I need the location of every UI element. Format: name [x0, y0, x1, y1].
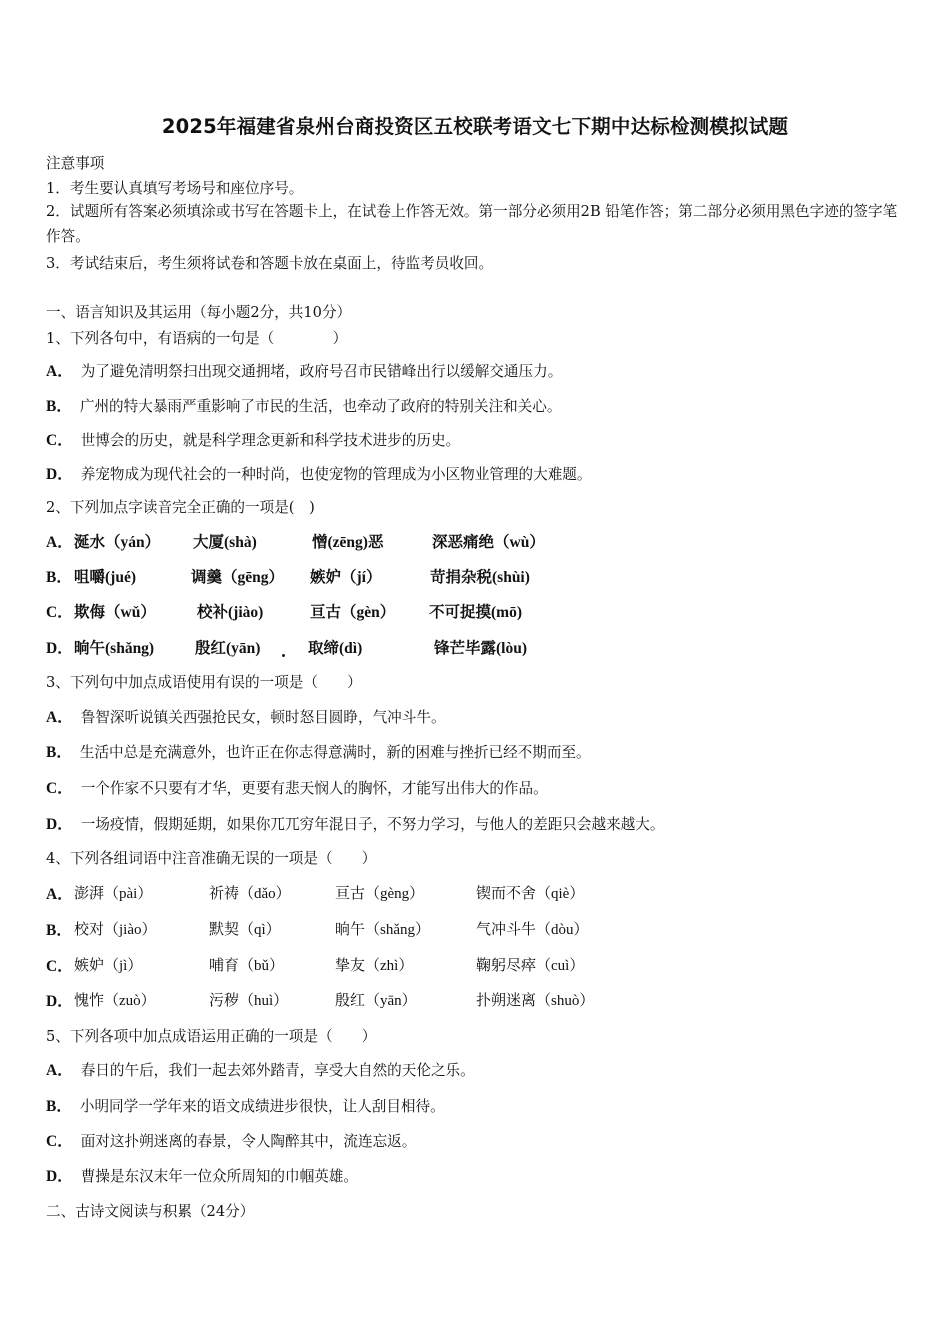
question-stem: 4、下列各组词语中注音准确无误的一项是（ ） [46, 850, 377, 867]
option-line [46, 428, 460, 450]
option-text: 一场疫情，假期延期，如果你兀兀穷年混日子，不努力学习，与他人的差距只会越来越大。 [80, 816, 665, 833]
option-text: 鲁智深听说镇关西强抢民女，顿时怒目圆睁，气冲斗牛。 [80, 709, 446, 726]
option-cell: 扑朔迷离（shuò） [476, 993, 595, 1009]
option-label: D． [46, 640, 73, 657]
option-line [46, 1129, 416, 1151]
option-cell: 锲而不舍（qiè） [476, 886, 585, 902]
notice-item: 2．试题所有答案必须填涂或书写在答题卡上，在试卷上作答无效。第一部分必须用2B 铅笔作答；第二部分必须用黑色字迹的签字笔作答。 [46, 203, 898, 245]
option-cell: 祈祷（dǎo） [209, 886, 291, 902]
option-text: 小明同学一学年来的语文成绩进步很快，让人刮目相待。 [79, 1098, 445, 1115]
option-cell: 亘古（gèn） [310, 604, 396, 621]
option-cell: 挚友（zhì） [335, 958, 414, 974]
option-label: B． [46, 922, 72, 939]
section-heading: 一、语言知识及其运用（每小题2分，共10分） [46, 304, 352, 321]
option-cell: 取缔(dì) [308, 640, 363, 657]
option-cell: 校补(jiào) [197, 604, 264, 621]
option-cell: 嫉妒（jì） [74, 958, 143, 974]
option-cell: 澎湃（pài） [74, 886, 153, 902]
option-cell: 晌午（shǎng） [335, 922, 430, 938]
option-label: C． [46, 432, 73, 449]
question-stem: 1、下列各句中，有语病的一句是（ ） [46, 330, 348, 347]
option-line [46, 1058, 475, 1080]
option-line [46, 462, 592, 484]
option-label: A． [46, 534, 73, 551]
question-stem: 2、下列加点字读音完全正确的一项是( ) [46, 499, 315, 516]
option-label: B． [46, 398, 72, 415]
option-line [46, 812, 664, 834]
option-cell: 憎(zēng)恶 [312, 534, 384, 551]
option-label: C． [46, 780, 73, 797]
option-label: D． [46, 466, 73, 483]
option-text: 养宠物成为现代社会的一种时尚，也使宠物的管理成为小区物业管理的大难题。 [80, 466, 592, 483]
option-line [46, 394, 561, 416]
option-cell: 愧怍（zuò） [74, 993, 156, 1009]
option-cell: 欺侮（wǔ） [74, 604, 156, 621]
option-cell: 校对（jiào） [74, 922, 157, 938]
option-label: D． [46, 816, 73, 833]
option-cell: 晌午(shǎng) [74, 640, 155, 657]
option-cell: 殷红(yān) [195, 640, 261, 657]
option-cell: 锋芒毕露(lòu) [434, 640, 528, 657]
question-stem: 3、下列句中加点成语使用有误的一项是（ ） [46, 674, 362, 691]
option-cell: 亘古（gèng） [335, 886, 425, 902]
option-text: 为了避免清明祭扫出现交通拥堵，政府号召市民错峰出行以缓解交通压力。 [80, 363, 563, 380]
option-cell: 不可捉摸(mō) [429, 604, 522, 621]
option-text: 广州的特大暴雨严重影响了市民的生活，也牵动了政府的特别关注和关心。 [79, 398, 562, 415]
option-text: 生活中总是充满意外，也许正在你志得意满时，新的困难与挫折已经不期而至。 [79, 744, 591, 761]
question-stem: 5、下列各项中加点成语运用正确的一项是（ ） [46, 1028, 377, 1045]
option-cell: 默契（qì） [209, 922, 281, 938]
option-label: D． [46, 993, 73, 1010]
option-text: 曹操是东汉末年一位众所周知的巾帼英雄。 [80, 1168, 358, 1185]
option-line [46, 705, 446, 727]
option-label: B． [46, 744, 72, 761]
option-label: C． [46, 958, 73, 975]
option-cell: 鞠躬尽瘁（cuì） [476, 958, 585, 974]
option-line [46, 1094, 445, 1116]
option-line [46, 359, 562, 381]
option-label: B． [46, 569, 72, 586]
emphasis-dot [282, 654, 285, 657]
option-cell: 大厦(shà) [193, 534, 257, 551]
option-text: 春日的午后，我们一起去郊外踏青，享受大自然的天伦之乐。 [80, 1062, 475, 1079]
notice-item: 1．考生要认真填写考场号和座位序号。 [46, 180, 304, 197]
option-label: A． [46, 886, 73, 903]
option-cell: 嫉妒（jí） [310, 569, 382, 586]
option-text: 世博会的历史，就是科学理念更新和科学技术进步的历史。 [80, 432, 461, 449]
option-text: 一个作家不只要有才华，更要有悲天悯人的胸怀，才能写出伟大的作品。 [80, 780, 548, 797]
option-label: C． [46, 604, 73, 621]
option-line [46, 776, 548, 798]
option-label: D． [46, 1168, 73, 1185]
option-cell: 涎水（yán） [74, 534, 161, 551]
option-line [46, 740, 591, 762]
option-cell: 咀嚼(jué) [74, 569, 136, 586]
option-label: A． [46, 363, 73, 380]
notice-heading: 注意事项 [46, 155, 105, 172]
option-label: C． [46, 1133, 73, 1150]
section-heading: 二、古诗文阅读与积累（24分） [46, 1203, 255, 1220]
option-label: B． [46, 1098, 72, 1115]
option-label: A． [46, 1062, 73, 1079]
option-label: A． [46, 709, 73, 726]
option-cell: 哺育（bǔ） [209, 958, 285, 974]
option-text: 面对这扑朔迷离的春景，令人陶醉其中，流连忘返。 [80, 1133, 417, 1150]
notice-item: 3．考试结束后，考生须将试卷和答题卡放在桌面上，待监考员收回。 [46, 255, 494, 272]
option-cell: 气冲斗牛（dòu） [476, 922, 589, 938]
option-cell: 污秽（huì） [209, 993, 289, 1009]
option-cell: 调羹（gēng） [191, 569, 285, 586]
option-cell: 苛捐杂税(shùi) [430, 569, 530, 586]
option-cell: 深恶痛绝（wù） [432, 534, 545, 551]
page-title: 2025年福建省泉州台商投资区五校联考语文七下期中达标检测模拟试题 [161, 115, 789, 138]
option-line [46, 1164, 358, 1186]
option-cell: 殷红（yān） [335, 993, 417, 1009]
